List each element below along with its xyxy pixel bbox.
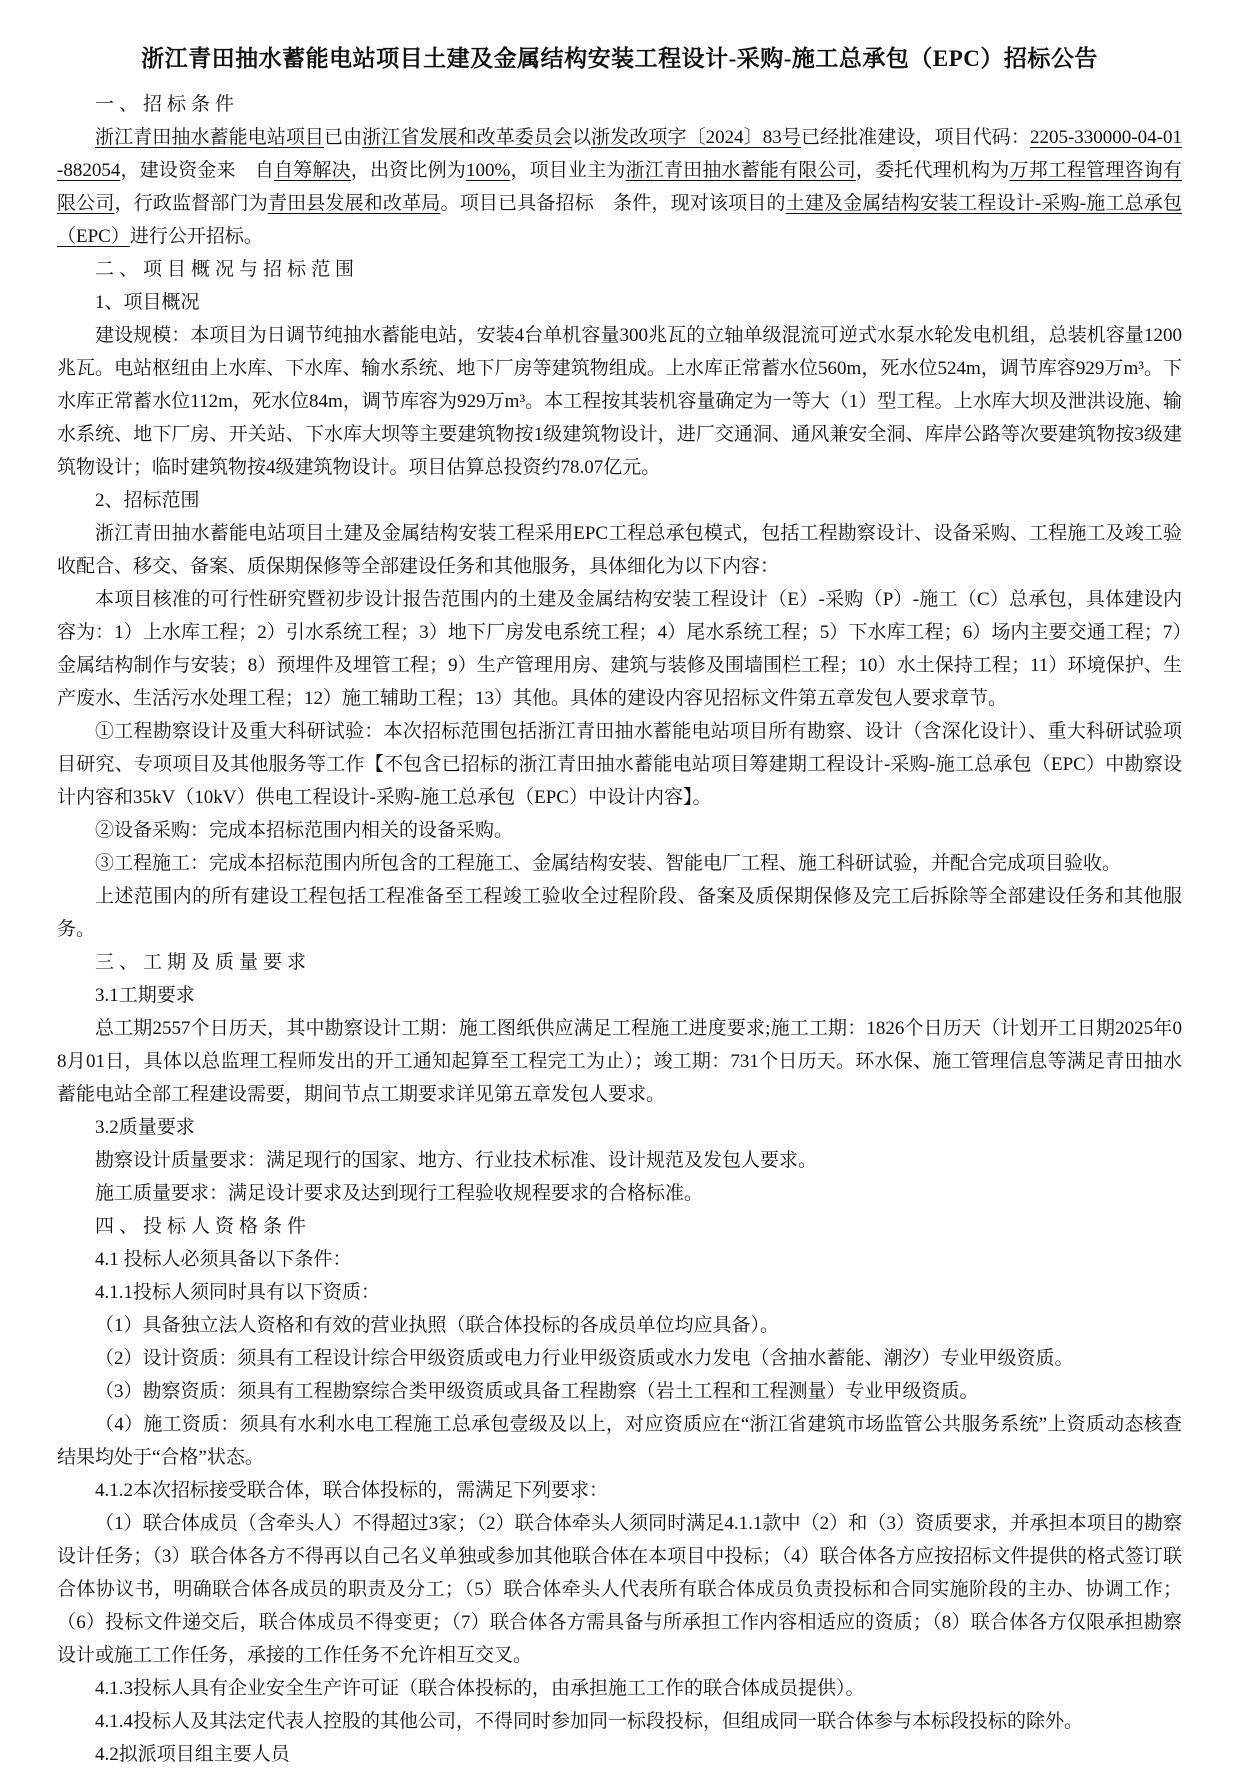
field-project-owner: 浙江青田抽水蓄能有限公司 bbox=[625, 160, 856, 181]
text-run: ，委托代理机构为 bbox=[855, 160, 1010, 181]
text-run: ，出资比例为 bbox=[350, 160, 466, 181]
subheading-quality-requirements: 3.2质量要求 bbox=[95, 1117, 195, 1138]
document-title: 浙江青田抽水蓄能电站项目土建及金属结构安装工程设计-采购-施工总承包（EPC）招标公告 bbox=[141, 46, 1098, 71]
paragraph-4-1-3-safety-license: 4.1.3投标人具有企业安全生产许可证（联合体投标的，由承担施工工作的联合体成员提供）。 bbox=[95, 1678, 865, 1699]
text-run: ，建设资金来 自 bbox=[120, 160, 275, 181]
paragraph-quality-survey-design: 勘察设计质量要求：满足现行的国家、地方、行业技术标准、设计规范及发包人要求。 bbox=[95, 1150, 818, 1171]
paragraph-scope-procurement: ②设备采购：完成本招标范围内相关的设备采购。 bbox=[95, 820, 514, 841]
paragraph-4-1: 4.1 投标人必须具备以下条件： bbox=[95, 1249, 352, 1270]
field-project-code: 2205-330000-04-01-882054 bbox=[57, 127, 1182, 181]
field-funding-source: 自筹解决 bbox=[274, 160, 351, 181]
paragraph-scope-construction: ③工程施工：完成本招标范围内所包含的工程施工、金属结构安装、智能电厂工程、施工科研试验，并配合完成项目验收。 bbox=[95, 853, 1122, 874]
field-agency: 万邦工程管理咨询有限公司 bbox=[57, 160, 1182, 214]
field-capital-ratio: 100% bbox=[465, 160, 511, 181]
paragraph-quality-construction: 施工质量要求：满足设计要求及达到现行工程验收规程要求的合格标准。 bbox=[95, 1183, 704, 1204]
paragraph-4-1-2-consortium: 4.1.2本次招标接受联合体，联合体投标的，需满足下列要求： bbox=[95, 1480, 609, 1501]
paragraph-scope-survey-design: ①工程勘察设计及重大科研试验：本次招标范围包括浙江青田抽水蓄能电站项目所有勘察、设计（含深化设计）、重大科研试验项目研究、专项项目及其他服务等工作【不包含已招标的浙江青田抽水蓄能电站项目筹建期工程设计-采购-施工总承包（EPC）中勘察设计内容和35kV（10kV）供电工程设计-采购-施工总承包（EPC）中设计内容】。 bbox=[57, 721, 1182, 808]
section-heading-tender-conditions: 一、招标条件 bbox=[95, 94, 240, 115]
section-heading-project-overview: 二、项目概况与招标范围 bbox=[95, 259, 360, 280]
paragraph-4-2-key-personnel: 4.2拟派项目组主要人员 bbox=[95, 1744, 290, 1765]
subheading-schedule-requirements: 3.1工期要求 bbox=[95, 985, 195, 1006]
paragraph-scope-summary: 上述范围内的所有建设工程包括工程准备至工程竣工验收全过程阶段、备案及质保期保修及完工后拆除等全部建设任务和其他服务。 bbox=[57, 886, 1182, 940]
field-approval-authority: 浙江省发展和改革委员会 bbox=[362, 127, 573, 148]
text-run: ，项目业主为 bbox=[510, 160, 626, 181]
subheading-tender-scope: 2、招标范围 bbox=[95, 490, 200, 511]
paragraph-tender-conditions bbox=[57, 121, 1182, 253]
paragraph-qualification-legal-entity: （1）具备独立法人资格和有效的营业执照（联合体投标的各成员单位均应具备）。 bbox=[95, 1315, 780, 1336]
paragraph-qualification-design: （2）设计资质：须具有工程设计综合甲级资质或电力行业甲级资质或水力发电（含抽水蓄能、潮汐）专业甲级资质。 bbox=[95, 1348, 1074, 1369]
text-run: 以 bbox=[572, 127, 592, 148]
paragraph-schedule-details: 总工期2557个日历天，其中勘察设计工期：施工图纸供应满足工程施工进度要求;施工工期：1826个日历天（计划开工日期2025年08月01日，具体以总监理工程师发出的开工通知起算至工程完工为止）；竣工期：731个日历天。环水保、施工管理信息等满足青田抽水蓄能电站全部工程建设需要，期间节点工期要求详见第五章发包人要求。 bbox=[57, 1018, 1182, 1105]
field-approval-document-no: 浙发改项字〔2024〕83号 bbox=[591, 127, 801, 148]
field-supervision-department: 青田县发展和改革局 bbox=[267, 193, 441, 214]
section-heading-bidder-qualification: 四、投标人资格条件 bbox=[95, 1216, 312, 1237]
text-run: 进行公开招标。 bbox=[129, 226, 263, 247]
field-tender-project-title: 土建及金属结构安装工程设计-采购-施工总承包（EPC） bbox=[57, 193, 1182, 247]
text-run: 。项目已具备招标 条件，现对该项目的 bbox=[440, 193, 786, 214]
text-run: 已经批准建设，项目代码： bbox=[800, 127, 1030, 148]
text-run: ，行政监督部门为 bbox=[114, 193, 268, 214]
paragraph-qualification-survey: （3）勘察资质：须具有工程勘察综合类甲级资质或具备工程勘察（岩土工程和工程测量）专业甲级资质。 bbox=[95, 1381, 979, 1402]
paragraph-consortium-requirements: （1）联合体成员（含牵头人）不得超过3家；（2）联合体牵头人须同时满足4.1.1款中（2）和（3）资质要求，并承担本项目的勘察设计任务；（3）联合体各方不得再以自己名义单独或参加其他联合体在本项目中投标；（4）联合体各方应按招标文件提供的格式签订联合体协议书，明确联合体各成员的职责及分工；（5）联合体牵头人代表所有联合体成员负责投标和合同实施阶段的主办、协调工作；（6）投标文件递交后，联合体成员不得变更；（7）联合体各方需具备与所承担工作内容相适应的资质；（8）联合体各方仅限承担勘察设计或施工工作任务，承接的工作任务不允许相互交叉。 bbox=[57, 1513, 1182, 1666]
paragraph-epc-mode: 浙江青田抽水蓄能电站项目土建及金属结构安装工程采用EPC工程总承包模式，包括工程勘察设计、设备采购、工程施工及竣工验收配合、移交、备案、质保期保修等全部建设任务和其他服务，具体细化为以下内容： bbox=[57, 523, 1182, 577]
text-run: 已由 bbox=[323, 127, 363, 148]
paragraph-qualification-construction: （4）施工资质：须具有水利水电工程施工总承包壹级及以上，对应资质应在“浙江省建筑市场监管公共服务系统”上资质动态核查结果均处于“合格”状态。 bbox=[57, 1414, 1182, 1468]
paragraph-4-1-1: 4.1.1投标人须同时具有以下资质： bbox=[95, 1282, 381, 1303]
section-heading-schedule-quality: 三、工期及质量要求 bbox=[95, 952, 312, 973]
field-project-name: 浙江青田抽水蓄能电站项目 bbox=[95, 127, 324, 148]
paragraph-scope-items: 本项目核准的可行性研究暨初步设计报告范围内的土建及金属结构安装工程设计（E）-采购（P）-施工（C）总承包，具体建设内容为：1）上水库工程；2）引水系统工程；3）地下厂房发电系统工程；4）尾水系统工程；5）下水库工程；6）场内主要交通工程；7）金属结构制作与安装；8）预埋件及埋管工程；9）生产管理用房、建筑与装修及围墙围栏工程；10）水土保持工程；11）环境保护、生产废水、生活污水处理工程；12）施工辅助工程；13）其他。具体的建设内容见招标文件第五章发包人要求章节。 bbox=[57, 589, 1182, 709]
paragraph-construction-scale: 建设规模：本项目为日调节纯抽水蓄能电站，安装4台单机容量300兆瓦的立轴单级混流可逆式水泵水轮发电机组，总装机容量1200兆瓦。电站枢纽由上水库、下水库、输水系统、地下厂房等建筑物组成。上水库正常蓄水位560m，死水位524m，调节库容929万m³。下水库正常蓄水位112m，死水位84m，调节库容为929万m³。本工程按其装机容量确定为一等大（1）型工程。上水库大坝及泄洪设施、输水系统、地下厂房、开关站、下水库大坝等主要建筑物按1级建筑物设计，进厂交通洞、通风兼安全洞、库岸公路等次要建筑物按3级建筑物设计；临时建筑物按4级建筑物设计。项目估算总投资约78.07亿元。 bbox=[57, 325, 1182, 478]
paragraph-4-1-4-holding-company: 4.1.4投标人及其法定代表人控股的其他公司，不得同时参加同一标段投标，但组成同一联合体参与本标段投标的除外。 bbox=[95, 1711, 1084, 1732]
subheading-project-overview: 1、项目概况 bbox=[95, 292, 200, 313]
